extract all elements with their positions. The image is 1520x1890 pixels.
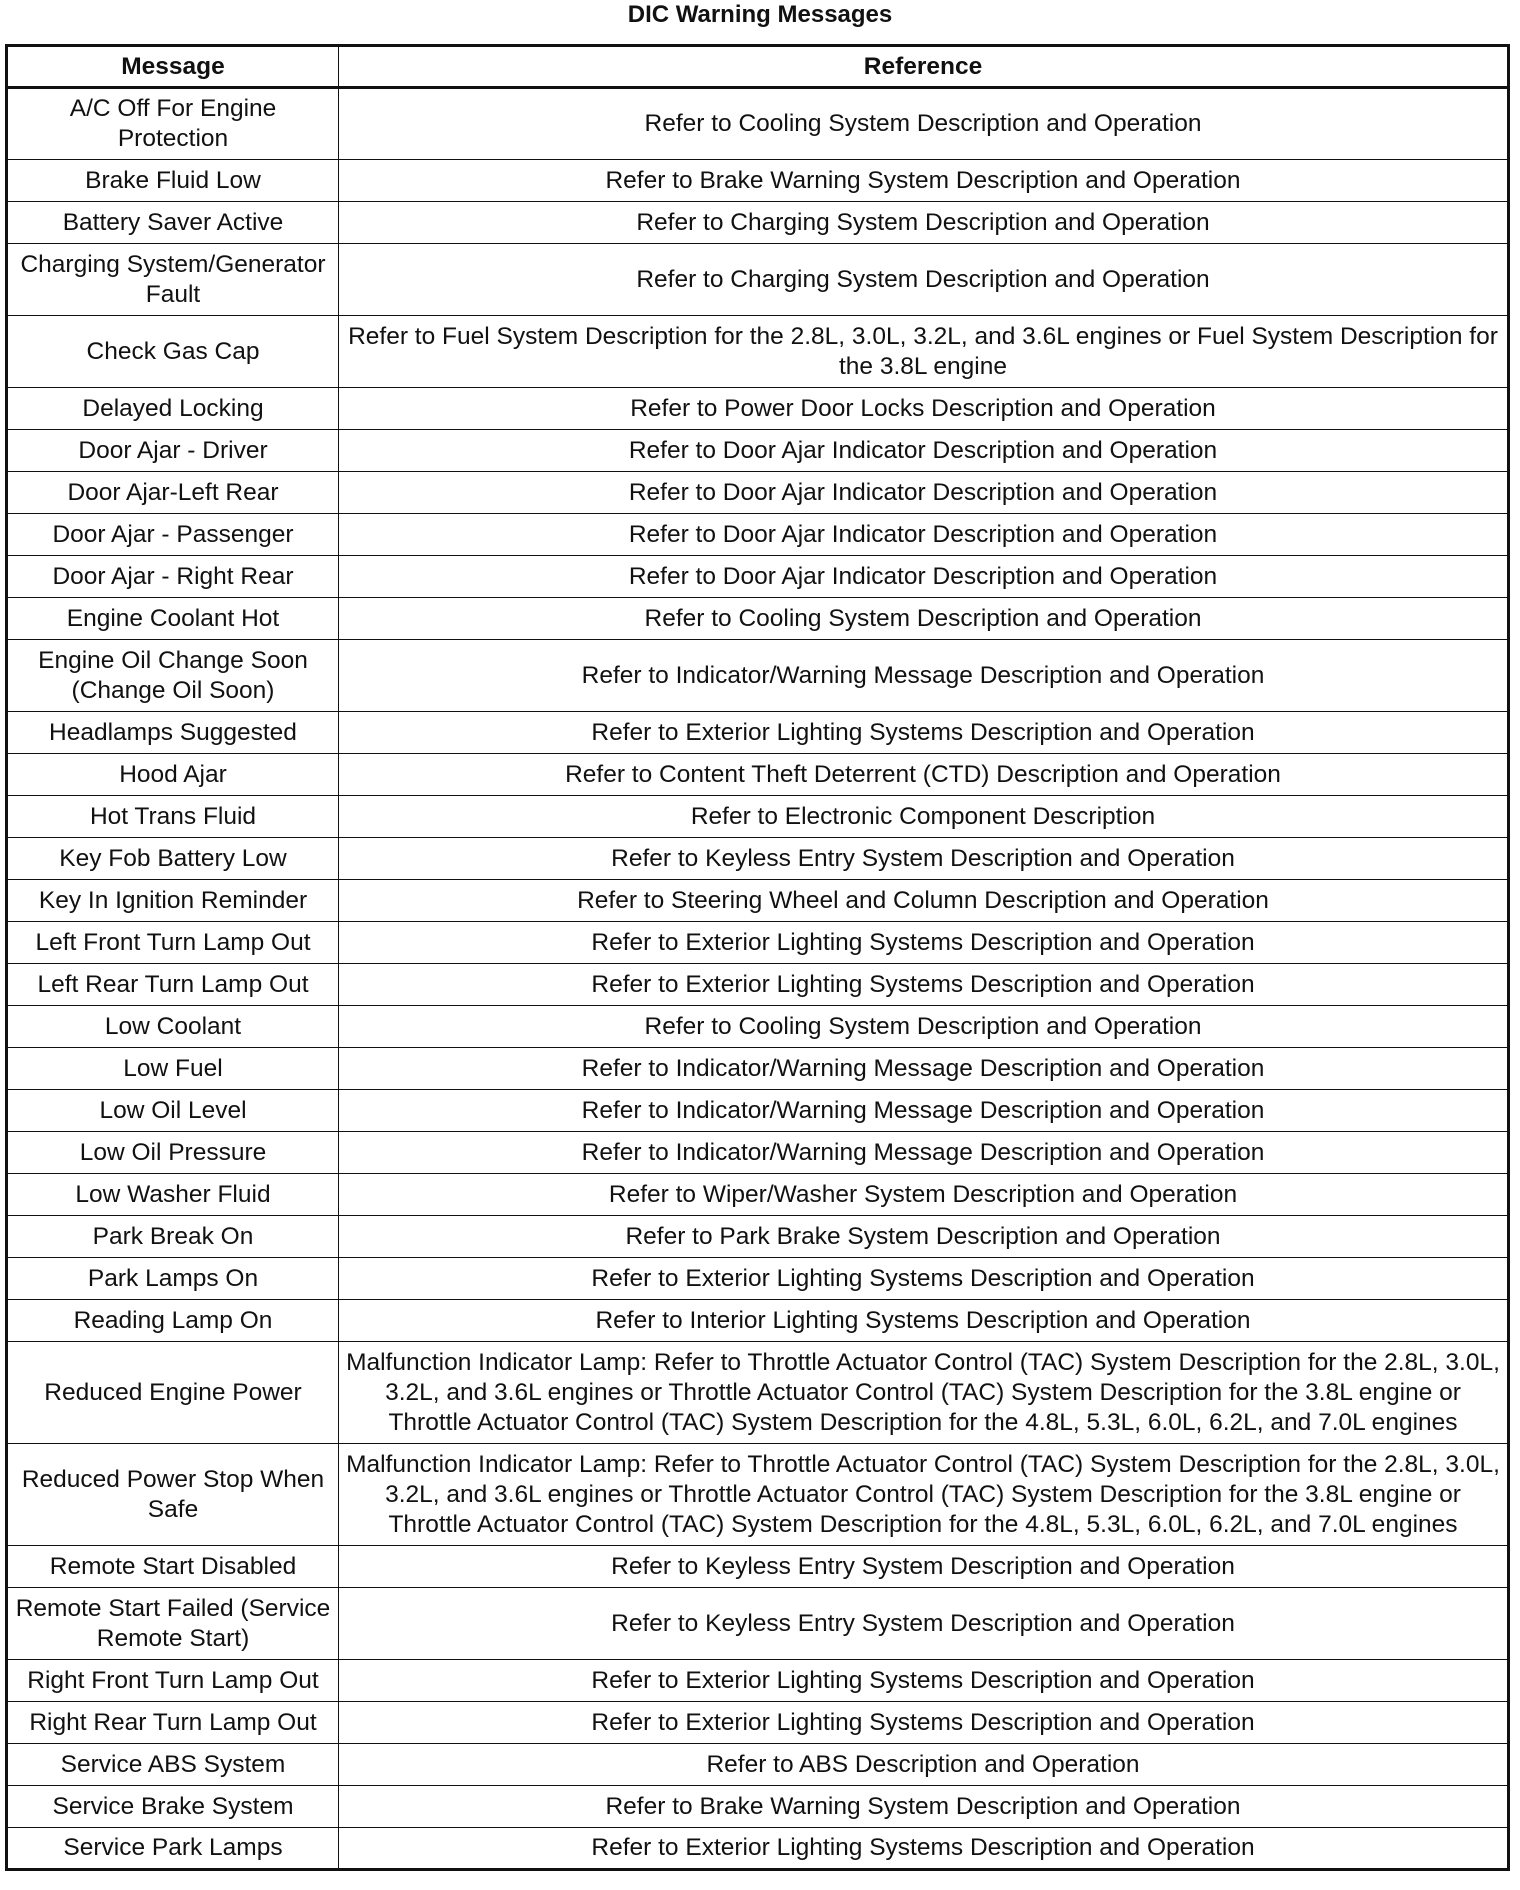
column-header-message: Message bbox=[7, 46, 339, 88]
reference-cell: Refer to Exterior Lighting Systems Description and Operation bbox=[339, 922, 1509, 964]
message-cell: Right Front Turn Lamp Out bbox=[7, 1660, 339, 1702]
reference-cell: Refer to Door Ajar Indicator Description and Operation bbox=[339, 556, 1509, 598]
message-cell: Headlamps Suggested bbox=[7, 712, 339, 754]
message-cell: Service Brake System bbox=[7, 1786, 339, 1828]
message-cell: Left Front Turn Lamp Out bbox=[7, 922, 339, 964]
table-row bbox=[7, 754, 1509, 796]
reference-cell: Refer to Indicator/Warning Message Description and Operation bbox=[339, 1048, 1509, 1090]
table-row bbox=[7, 922, 1509, 964]
table-row bbox=[7, 1660, 1509, 1702]
reference-cell: Refer to Indicator/Warning Message Description and Operation bbox=[339, 1132, 1509, 1174]
table-row bbox=[7, 1006, 1509, 1048]
message-cell: Park Break On bbox=[7, 1216, 339, 1258]
reference-cell: Refer to Park Brake System Description and Operation bbox=[339, 1216, 1509, 1258]
table-row bbox=[7, 1444, 1509, 1546]
table-row bbox=[7, 1744, 1509, 1786]
message-cell: Left Rear Turn Lamp Out bbox=[7, 964, 339, 1006]
table-row bbox=[7, 1702, 1509, 1744]
reference-cell: Refer to Door Ajar Indicator Description and Operation bbox=[339, 514, 1509, 556]
table-row bbox=[7, 640, 1509, 712]
message-cell: Brake Fluid Low bbox=[7, 160, 339, 202]
message-cell: Hood Ajar bbox=[7, 754, 339, 796]
table-row bbox=[7, 514, 1509, 556]
reference-cell: Refer to Charging System Description and Operation bbox=[339, 202, 1509, 244]
message-cell: Door Ajar - Driver bbox=[7, 430, 339, 472]
table-row bbox=[7, 1048, 1509, 1090]
dic-warning-table bbox=[5, 44, 1510, 1871]
message-cell: Engine Coolant Hot bbox=[7, 598, 339, 640]
table-row bbox=[7, 556, 1509, 598]
reference-cell: Refer to Wiper/Washer System Description and Operation bbox=[339, 1174, 1509, 1216]
message-cell: Reading Lamp On bbox=[7, 1300, 339, 1342]
reference-cell: Refer to Cooling System Description and Operation bbox=[339, 598, 1509, 640]
reference-cell: Refer to Exterior Lighting Systems Description and Operation bbox=[339, 1828, 1509, 1870]
table-row bbox=[7, 1786, 1509, 1828]
reference-cell: Refer to Fuel System Description for the 2.8L, 3.0L, 3.2L, and 3.6L engines or Fuel System Description for the 3.8L engine bbox=[339, 316, 1509, 388]
table-row bbox=[7, 160, 1509, 202]
table-row bbox=[7, 838, 1509, 880]
reference-cell: Refer to Exterior Lighting Systems Description and Operation bbox=[339, 712, 1509, 754]
message-cell: Low Oil Level bbox=[7, 1090, 339, 1132]
message-cell: Right Rear Turn Lamp Out bbox=[7, 1702, 339, 1744]
message-cell: Engine Oil Change Soon (Change Oil Soon) bbox=[7, 640, 339, 712]
table-row bbox=[7, 202, 1509, 244]
reference-cell: Refer to Keyless Entry System Description and Operation bbox=[339, 1588, 1509, 1660]
message-cell: Door Ajar - Right Rear bbox=[7, 556, 339, 598]
reference-cell: Refer to Brake Warning System Description and Operation bbox=[339, 1786, 1509, 1828]
reference-cell: Refer to Keyless Entry System Description and Operation bbox=[339, 838, 1509, 880]
reference-cell: Malfunction Indicator Lamp: Refer to Throttle Actuator Control (TAC) System Description for the 2.8L, 3.0L, 3.2L, and 3.6L engines or Throttle Actuator Control (TAC) System Description for the 3.8L engine or Throttle Actuator Control (TAC) System Description for the 4.8L, 5.3L, 6.0L, 6.2L, and 7.0L engines bbox=[339, 1342, 1509, 1444]
table-row bbox=[7, 880, 1509, 922]
table-header-row bbox=[7, 46, 1509, 88]
reference-cell: Refer to Exterior Lighting Systems Description and Operation bbox=[339, 1702, 1509, 1744]
table-row bbox=[7, 1216, 1509, 1258]
reference-cell: Refer to Exterior Lighting Systems Description and Operation bbox=[339, 1660, 1509, 1702]
message-cell: Key Fob Battery Low bbox=[7, 838, 339, 880]
reference-cell: Refer to Indicator/Warning Message Description and Operation bbox=[339, 1090, 1509, 1132]
message-cell: Key In Ignition Reminder bbox=[7, 880, 339, 922]
table-row bbox=[7, 388, 1509, 430]
message-cell: Low Washer Fluid bbox=[7, 1174, 339, 1216]
message-cell: Hot Trans Fluid bbox=[7, 796, 339, 838]
table-row bbox=[7, 1174, 1509, 1216]
message-cell: Charging System/Generator Fault bbox=[7, 244, 339, 316]
table-row bbox=[7, 88, 1509, 160]
reference-cell: Refer to Cooling System Description and Operation bbox=[339, 88, 1509, 160]
message-cell: Battery Saver Active bbox=[7, 202, 339, 244]
table-row bbox=[7, 1588, 1509, 1660]
table-row bbox=[7, 796, 1509, 838]
table-row bbox=[7, 472, 1509, 514]
reference-cell: Refer to Exterior Lighting Systems Description and Operation bbox=[339, 964, 1509, 1006]
reference-cell: Refer to Brake Warning System Description and Operation bbox=[339, 160, 1509, 202]
reference-cell: Refer to Power Door Locks Description and Operation bbox=[339, 388, 1509, 430]
reference-cell: Refer to Charging System Description and Operation bbox=[339, 244, 1509, 316]
table-row bbox=[7, 598, 1509, 640]
message-cell: Check Gas Cap bbox=[7, 316, 339, 388]
reference-cell: Malfunction Indicator Lamp: Refer to Throttle Actuator Control (TAC) System Description for the 2.8L, 3.0L, 3.2L, and 3.6L engines or Throttle Actuator Control (TAC) System Description for the 3.8L engine or Throttle Actuator Control (TAC) System Description for the 4.8L, 5.3L, 6.0L, 6.2L, and 7.0L engines bbox=[339, 1444, 1509, 1546]
message-cell: Delayed Locking bbox=[7, 388, 339, 430]
reference-cell: Refer to Door Ajar Indicator Description and Operation bbox=[339, 430, 1509, 472]
table-row bbox=[7, 964, 1509, 1006]
message-cell: Door Ajar - Passenger bbox=[7, 514, 339, 556]
reference-cell: Refer to Interior Lighting Systems Description and Operation bbox=[339, 1300, 1509, 1342]
message-cell: Remote Start Disabled bbox=[7, 1546, 339, 1588]
message-cell: A/C Off For Engine Protection bbox=[7, 88, 339, 160]
column-header-reference: Reference bbox=[339, 46, 1509, 88]
table-row bbox=[7, 430, 1509, 472]
reference-cell: Refer to Electronic Component Description bbox=[339, 796, 1509, 838]
table-body bbox=[7, 88, 1509, 1870]
table-row bbox=[7, 1090, 1509, 1132]
table-row bbox=[7, 712, 1509, 754]
message-cell: Service Park Lamps bbox=[7, 1828, 339, 1870]
message-cell: Service ABS System bbox=[7, 1744, 339, 1786]
message-cell: Reduced Power Stop When Safe bbox=[7, 1444, 339, 1546]
reference-cell: Refer to Steering Wheel and Column Description and Operation bbox=[339, 880, 1509, 922]
message-cell: Door Ajar-Left Rear bbox=[7, 472, 339, 514]
table-row bbox=[7, 316, 1509, 388]
reference-cell: Refer to Indicator/Warning Message Description and Operation bbox=[339, 640, 1509, 712]
message-cell: Park Lamps On bbox=[7, 1258, 339, 1300]
table-row bbox=[7, 1300, 1509, 1342]
reference-cell: Refer to Exterior Lighting Systems Description and Operation bbox=[339, 1258, 1509, 1300]
message-cell: Low Fuel bbox=[7, 1048, 339, 1090]
reference-cell: Refer to Keyless Entry System Description and Operation bbox=[339, 1546, 1509, 1588]
table-row bbox=[7, 1546, 1509, 1588]
message-cell: Low Oil Pressure bbox=[7, 1132, 339, 1174]
page-title: DIC Warning Messages bbox=[627, 1, 893, 28]
table-row bbox=[7, 1342, 1509, 1444]
table-row bbox=[7, 1828, 1509, 1870]
table-row bbox=[7, 244, 1509, 316]
message-cell: Low Coolant bbox=[7, 1006, 339, 1048]
reference-cell: Refer to Content Theft Deterrent (CTD) Description and Operation bbox=[339, 754, 1509, 796]
message-cell: Remote Start Failed (Service Remote Start) bbox=[7, 1588, 339, 1660]
reference-cell: Refer to Cooling System Description and Operation bbox=[339, 1006, 1509, 1048]
table-row bbox=[7, 1132, 1509, 1174]
table-row bbox=[7, 1258, 1509, 1300]
reference-cell: Refer to ABS Description and Operation bbox=[339, 1744, 1509, 1786]
message-cell: Reduced Engine Power bbox=[7, 1342, 339, 1444]
reference-cell: Refer to Door Ajar Indicator Description and Operation bbox=[339, 472, 1509, 514]
